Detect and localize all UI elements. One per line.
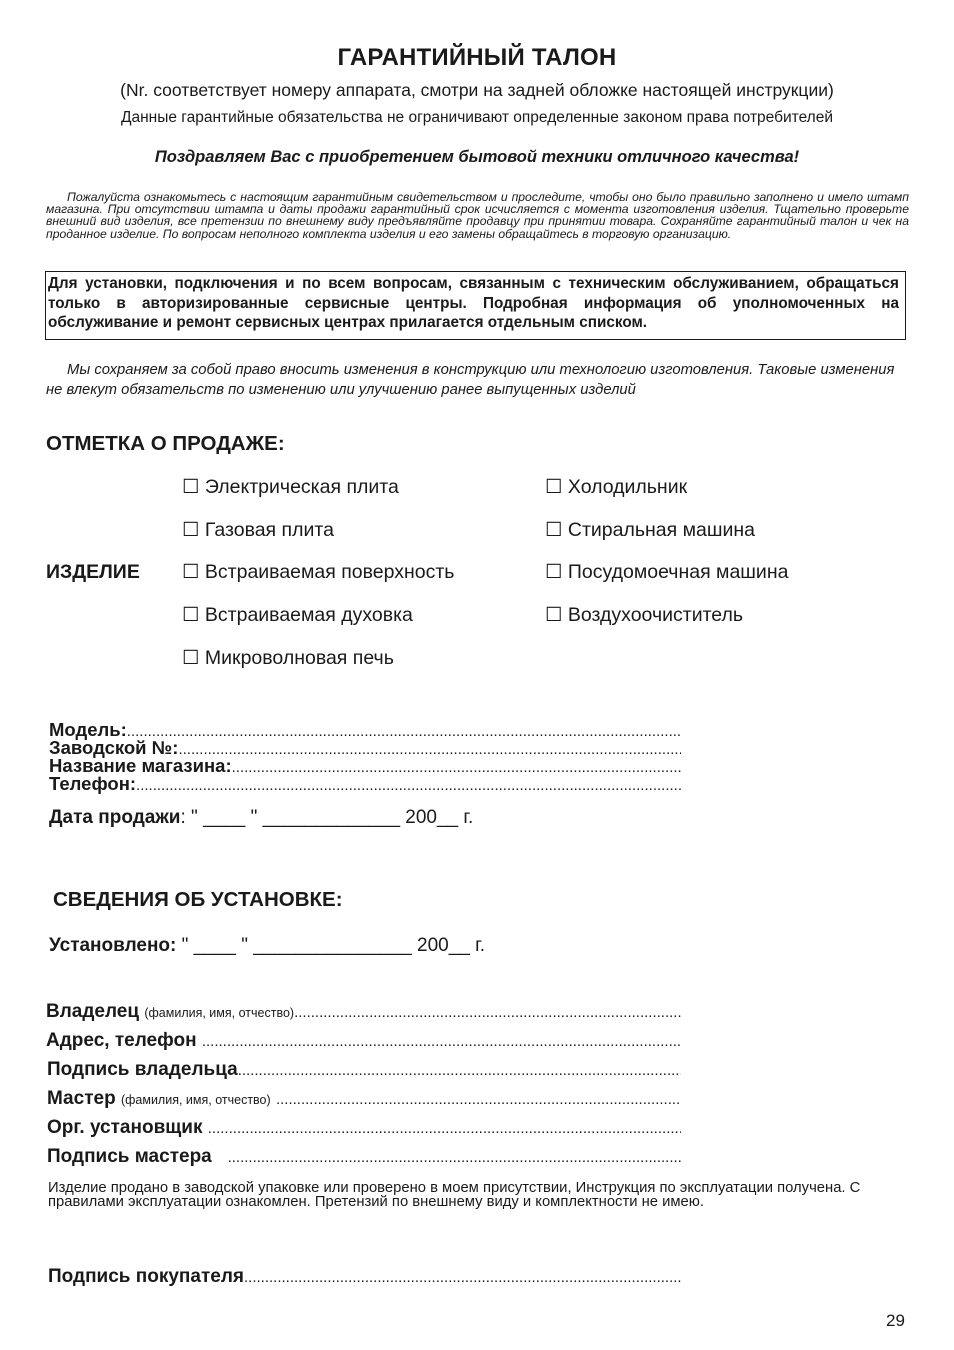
owner-hint: (фамилия, имя, отчество) — [144, 1006, 295, 1020]
owner-signature-field[interactable] — [47, 1059, 681, 1081]
org-label: Орг. установщик — [47, 1117, 203, 1138]
master-hint: (фамилия, имя, отчество) — [120, 1093, 271, 1107]
owner-signature-dotted-line[interactable] — [238, 1059, 681, 1081]
phone-dotted-line[interactable] — [136, 775, 681, 795]
serial-dotted-line[interactable] — [178, 739, 681, 759]
owner-dotted-line[interactable] — [294, 1001, 681, 1023]
option-label: Газовая плита — [204, 519, 334, 541]
checkbox-icon[interactable]: ☐ — [182, 647, 200, 669]
org-dotted-line[interactable] — [208, 1117, 681, 1139]
installed-label: Установлено: — [49, 935, 177, 956]
option-air-purifier[interactable] — [545, 603, 743, 627]
shop-field[interactable] — [49, 757, 681, 777]
master-signature-label: Подпись мастера — [47, 1146, 212, 1167]
install-heading: СВЕДЕНИЯ ОБ УСТАНОВКЕ: — [53, 888, 343, 911]
master-signature-field[interactable] — [47, 1146, 681, 1168]
checkbox-icon[interactable]: ☐ — [545, 561, 563, 583]
serial-label: Заводской №: — [49, 737, 179, 758]
option-washing-machine[interactable] — [545, 518, 755, 542]
sale-date-label: Дата продажи — [49, 807, 181, 828]
installed-date-field[interactable] — [49, 935, 485, 957]
option-label: Холодильник — [567, 476, 688, 498]
option-label: Встраиваемая духовка — [204, 604, 413, 626]
option-electric-stove[interactable] — [182, 475, 399, 499]
sale-heading: ОТМЕТКА О ПРОДАЖЕ: — [46, 432, 285, 455]
sale-date-blanks[interactable]: : " ____ " _____________ 200__ г. — [180, 807, 474, 828]
page-title: ГАРАНТИЙНЫЙ ТАЛОН — [337, 44, 617, 71]
option-dishwasher[interactable] — [545, 560, 788, 584]
address-dotted-line[interactable] — [202, 1030, 681, 1052]
declaration-text: Изделие продано в заводской упаковке или проверено в моем присутствии, Инструкция по эксплуатации получена. С правилами эксплуатации ознакомлен. Претензий по внешнему виду и комплектности не имею. — [48, 1180, 861, 1210]
checkbox-icon[interactable]: ☐ — [545, 476, 563, 498]
address-label: Адрес, телефон — [46, 1030, 197, 1051]
master-signature-dotted-line[interactable] — [228, 1146, 681, 1168]
master-dotted-line[interactable] — [276, 1088, 681, 1110]
owner-field[interactable] — [46, 1001, 681, 1023]
checkbox-icon[interactable]: ☐ — [182, 519, 200, 541]
checkbox-icon[interactable]: ☐ — [545, 604, 563, 626]
checkbox-icon[interactable]: ☐ — [182, 604, 200, 626]
shop-dotted-line[interactable] — [232, 757, 681, 777]
model-label: Модель: — [49, 719, 127, 740]
option-built-in-oven[interactable] — [182, 603, 413, 627]
buyer-signature-label: Подпись покупателя — [48, 1266, 244, 1287]
option-label: Стиральная машина — [567, 519, 756, 541]
owner-signature-label: Подпись владельца — [47, 1059, 238, 1080]
address-field[interactable] — [46, 1030, 681, 1052]
option-label: Встраиваемая поверхность — [204, 561, 455, 583]
master-field[interactable] — [47, 1088, 681, 1110]
checkbox-icon[interactable]: ☐ — [182, 561, 200, 583]
phone-label: Телефон: — [49, 773, 137, 794]
congratulations-text: Поздравляем Вас с приобретением бытовой техники отличного качества! — [154, 148, 800, 166]
option-refrigerator[interactable] — [545, 475, 687, 499]
page-number: 29 — [886, 1311, 905, 1330]
shop-label: Название магазина: — [49, 755, 232, 776]
buyer-signature-field[interactable] — [48, 1266, 681, 1288]
service-notice-box: Для установки, подключения и по всем вопросам, связанным с техническим обслуживанием, обращаться только в авторизированные сервисные центры. Подробная информация об уполномоченных на обслуживание и ремонт сервисных центрах прилагается отдельным списком. — [45, 271, 906, 340]
checkbox-icon[interactable]: ☐ — [545, 519, 563, 541]
phone-field[interactable] — [49, 775, 681, 795]
subtitle: (Nr. соответствует номеру аппарата, смотри на задней обложке настоящей инструкции) — [120, 80, 834, 100]
buyer-signature-dotted-line[interactable] — [244, 1266, 681, 1288]
installed-date-blanks[interactable]: " ____ " _______________ 200__ г. — [176, 935, 486, 956]
model-dotted-line[interactable] — [127, 721, 681, 741]
reserve-note: Мы сохраняем за собой право вносить изменения в конструкцию или технологию изготовления. Таковые изменения не влекут обязательств по изменению или улучшению ранее выпущенных изделий — [46, 362, 895, 398]
product-label: ИЗДЕЛИЕ — [46, 561, 140, 583]
option-label: Посудомоечная машина — [567, 561, 789, 583]
option-microwave[interactable] — [182, 646, 394, 670]
rights-note: Данные гарантийные обязательства не ограничивают определенные законом права потребителей — [120, 109, 834, 126]
option-gas-stove[interactable] — [182, 518, 334, 542]
fine-print: Пожалуйста ознакомьтесь с настоящим гарантийным свидетельством и проследите, чтобы оно было правильно заполнено и имело штамп магазина. При отсутствии штампа и даты продажи гарантийный срок исчисляется с момента изготовления изделия. Тщательно проверьте внешний вид изделия, все претензии по внешнему виду предъявляйте продавцу при принятии товара. Сохраняйте гарантийный талон и чек на проданное изделие. По вопросам неполного комплекта изделия и его замены обращайтесь в торговую организацию. — [46, 190, 909, 241]
option-label: Микроволновая печь — [204, 647, 394, 669]
option-built-in-hob[interactable] — [182, 560, 454, 584]
owner-label: Владелец — [46, 1001, 140, 1022]
org-field[interactable] — [47, 1117, 681, 1139]
option-label: Электрическая плита — [204, 476, 399, 498]
master-label: Мастер — [47, 1088, 116, 1109]
checkbox-icon[interactable]: ☐ — [182, 476, 200, 498]
option-label: Воздухоочиститель — [567, 604, 744, 626]
sale-date-field[interactable] — [49, 807, 473, 829]
